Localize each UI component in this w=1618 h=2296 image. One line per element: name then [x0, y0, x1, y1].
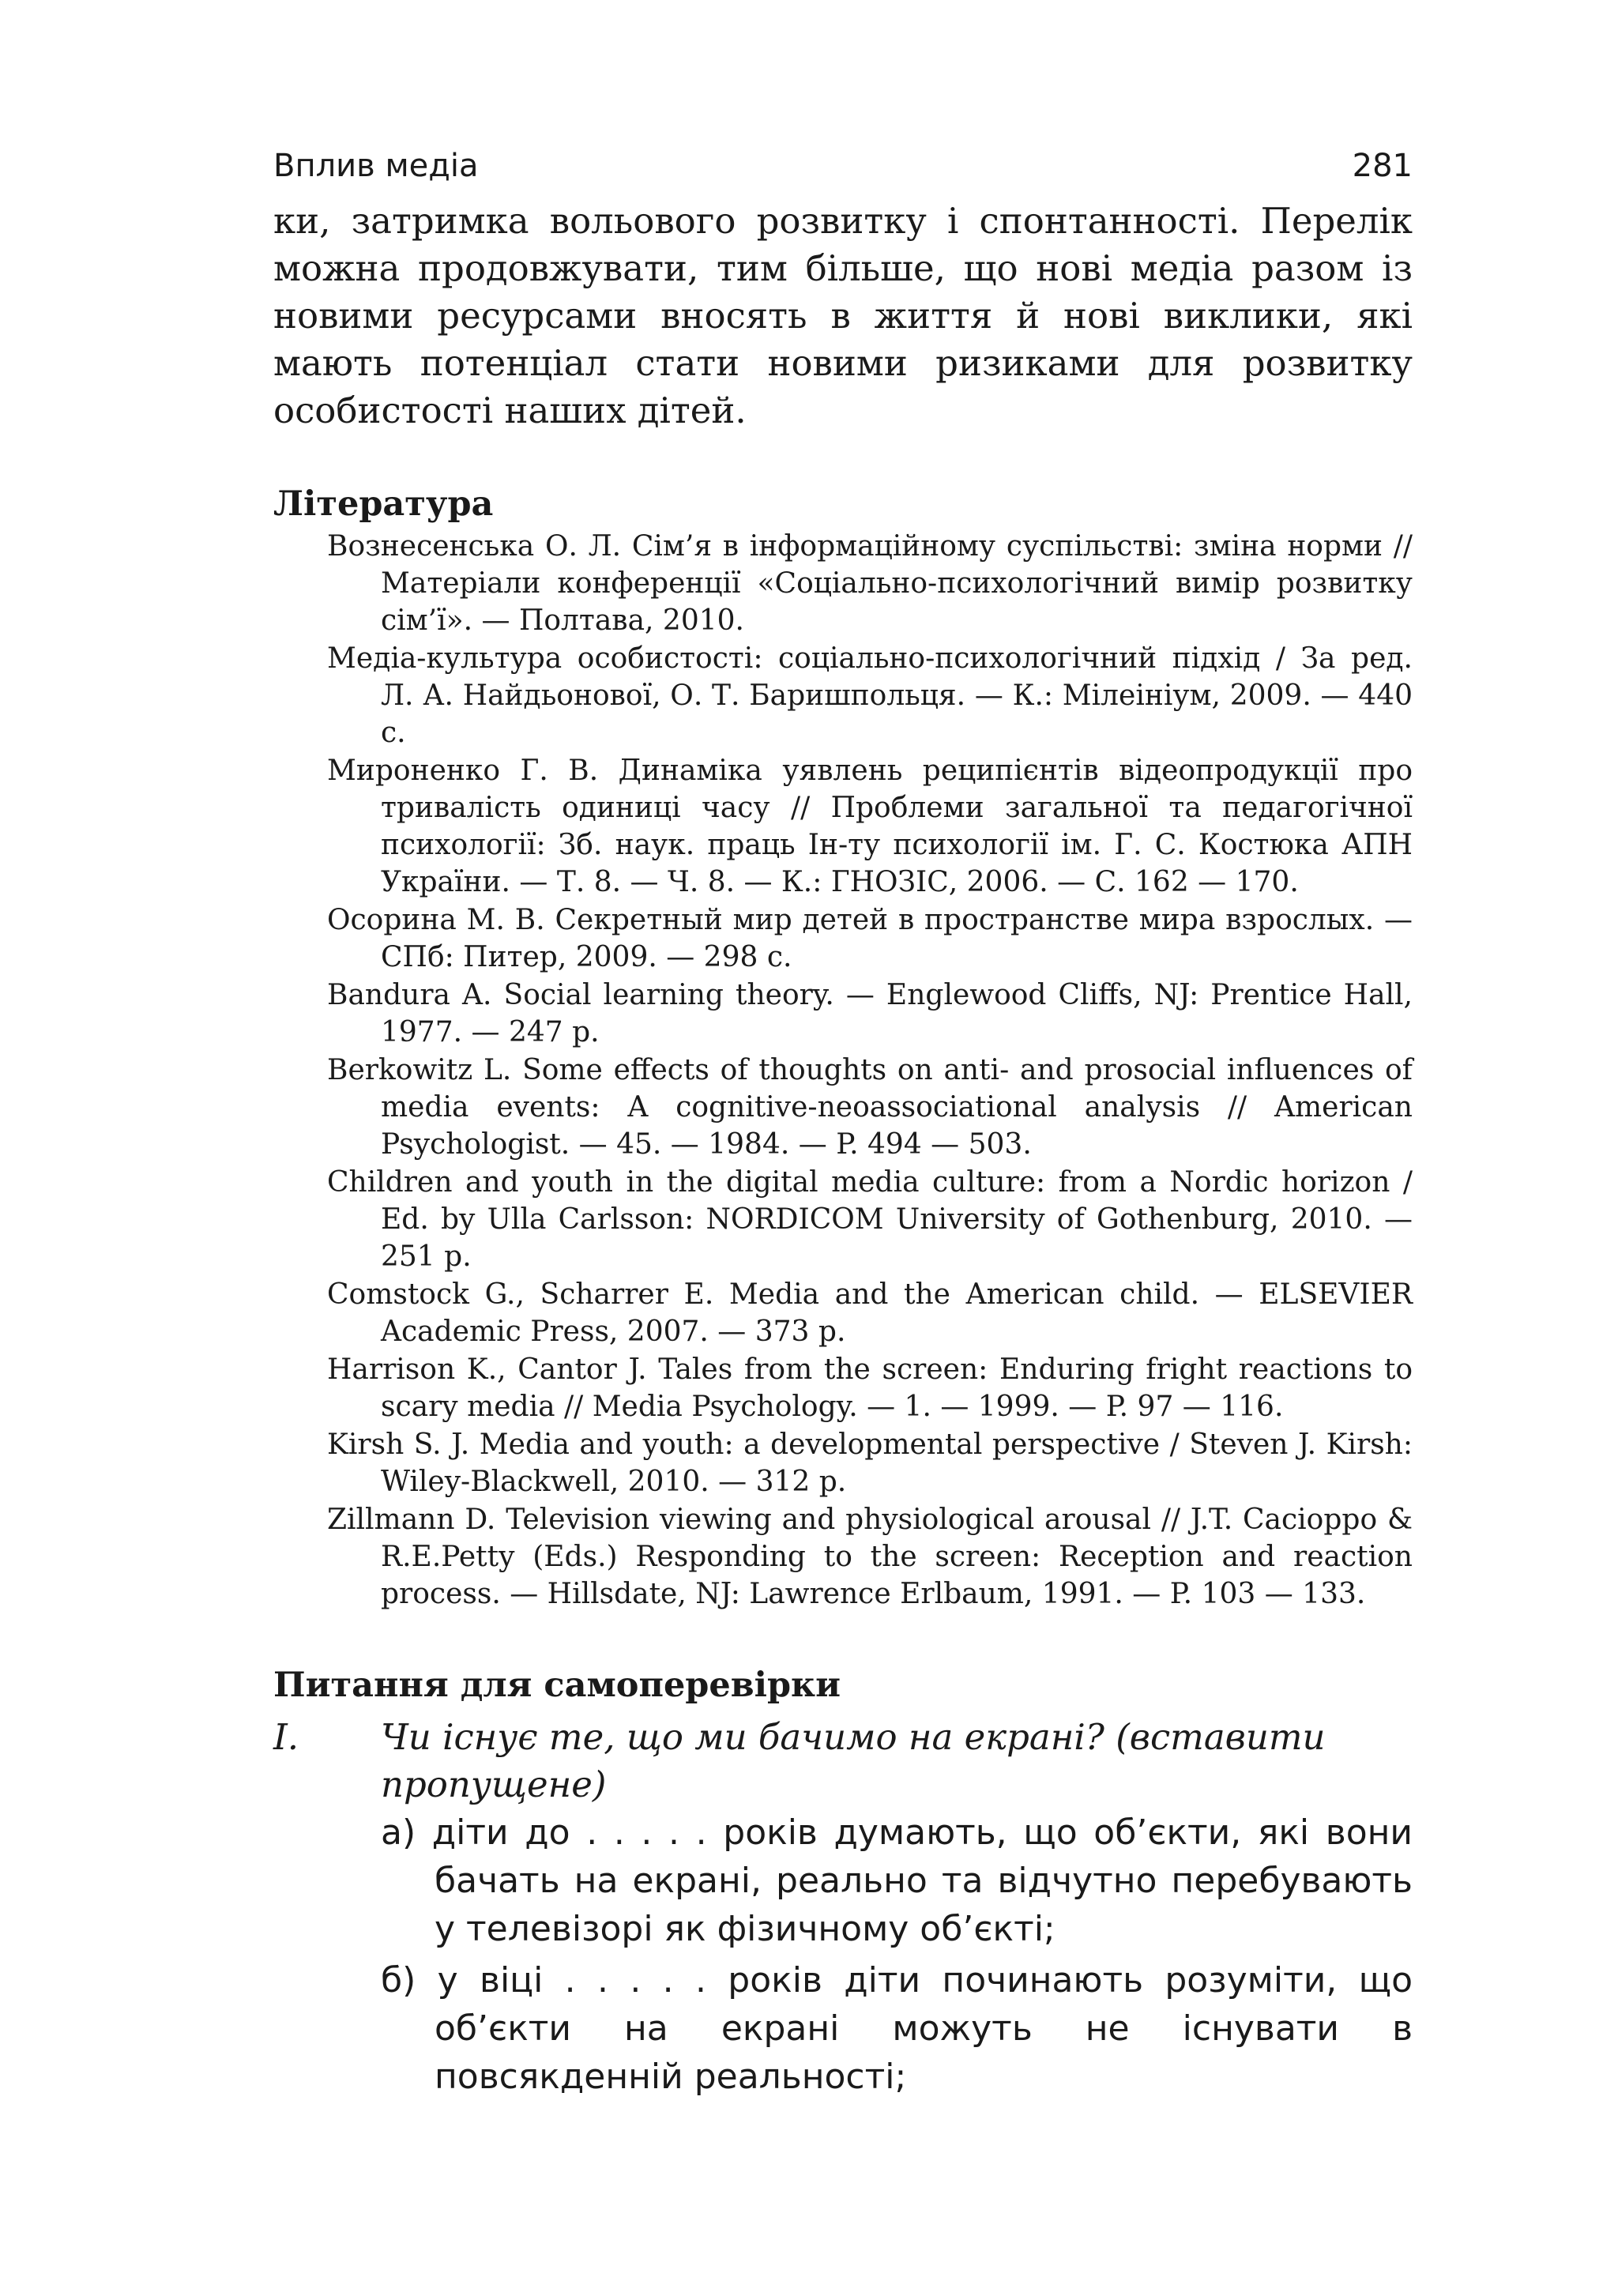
- body-line: мають потенціал стати новими ризиками для розвитку: [273, 342, 1413, 384]
- question-number: I.: [273, 1716, 299, 1758]
- running-header: [273, 142, 1413, 198]
- question-item: [273, 1714, 1413, 1809]
- body-line: новими ресурсами вносять в життя й нові виклики, які: [273, 295, 1413, 337]
- book-page: [273, 142, 1413, 2104]
- reference-item: Вознесенська О. Л. Сім’я в інформаційному суспільстві: зміна норми // Матеріали конференції «Соціально-психологічний вимір розвитку сім’ї». — Полтава, 2010.: [327, 530, 1413, 637]
- page-number: 281: [1352, 148, 1413, 184]
- reference-list: [273, 528, 1413, 1613]
- running-title: Вплив медіа: [273, 148, 479, 184]
- reference-item: Мироненко Г. В. Динаміка уявлень реципієнтів відеопродукції про тривалість одиниці часу // Проблеми загальної та педагогічної психології: Зб. наук. праць Ін-ту психології ім. Г. С. Костюка АПН України. — Т. 8. — Ч. 8. — К.: ГНОЗІС, 2006. — С. 162 — 170.: [327, 755, 1413, 898]
- body-line: можна продовжувати, тим більше, що нові медіа разом із: [273, 247, 1413, 289]
- reference-item: Comstock G., Scharrer E. Media and the American child. — ELSEVIER Academic Press, 2007. — 373 p.: [327, 1278, 1413, 1348]
- answer-item: а) діти до . . . . . років думають, що об’єкти, які вони бачать на екрані, реально та відчутно перебувають у телевізорі як фізичному об’єкті;: [381, 1812, 1413, 1949]
- reference-item: Harrison K., Cantor J. Tales from the screen: Enduring fright reactions to scary media // Media Psychology. — 1. — 1999. — P. 97 — 116.: [327, 1353, 1413, 1423]
- reference-item: Zillmann D. Television viewing and physiological arousal // J.T. Cacioppo & R.E.Petty (Eds.) Responding to the screen: Reception and reaction process. — Hillsdate, NJ: Lawrence Erlbaum, 1991. — P. 103 — 133.: [327, 1504, 1413, 1610]
- reference-item: Kirsh S. J. Media and youth: a developmental perspective / Steven J. Kirsh: Wiley-Blackwell, 2010. — 312 p.: [327, 1428, 1413, 1498]
- reference-item: Children and youth in the digital media culture: from a Nordic horizon / Ed. by Ulla Carlsson: NORDICOM University of Gothenburg, 2010. — 251 p.: [327, 1166, 1413, 1273]
- reference-item: Медіа-культура особистості: соціально-психологічний підхід / За ред. Л. А. Найдьонової, О. Т. Баришпольця. — К.: Мілеініум, 2009. — 440 с.: [327, 642, 1413, 749]
- body-line: ки, затримка вольового розвитку і спонтанності. Перелік: [273, 200, 1413, 242]
- reference-item: Bandura A. Social learning theory. — Englewood Cliffs, NJ: Prentice Hall, 1977. — 247 p.: [327, 979, 1413, 1048]
- body-line: особистості наших дітей.: [273, 390, 747, 431]
- literature-heading: Література: [273, 484, 494, 524]
- answer-list: [381, 1809, 1413, 2101]
- question-text: Чи існує те, що ми бачимо на екрані? (вставити пропущене): [381, 1716, 1326, 1805]
- reference-item: Осорина М. В. Секретный мир детей в пространстве мира взрослых. — СПб: Питер, 2009. — 298 с.: [327, 904, 1413, 973]
- answer-item: б) у віці . . . . . років діти починають розуміти, що об’єкти на екрані можуть не існувати в повсякденній реальності;: [381, 1960, 1413, 2097]
- reference-item: Berkowitz L. Some effects of thoughts on anti- and prosocial influences of media events: A cognitive-neoassociational analysis // American Psychologist. — 45. — 1984. — P. 494 — 503.: [327, 1054, 1413, 1161]
- questions-heading: Питання для самоперевірки: [273, 1666, 841, 1705]
- body-paragraph: [273, 198, 1413, 435]
